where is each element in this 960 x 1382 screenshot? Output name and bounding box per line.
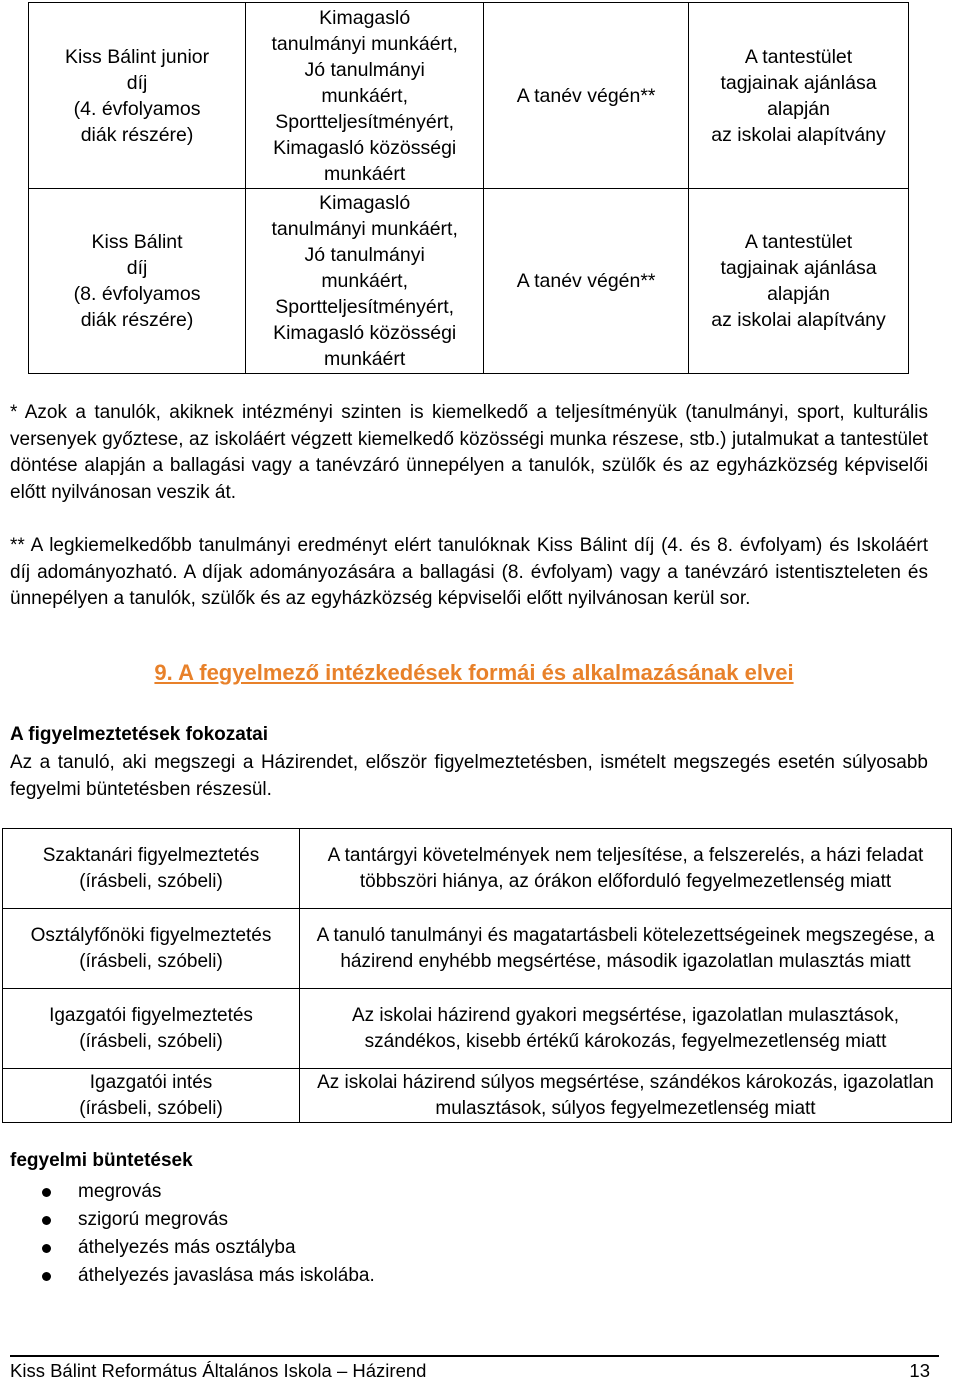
list-item <box>42 1206 375 1234</box>
warning-reason-cell: A tantárgyi követelmények nem teljesítése, a felszerelés, a házi feladat többszöri hiánya, az órákon előforduló fegyelmezetlenség miatt <box>300 829 952 909</box>
award-time-cell: A tanév végén** <box>484 3 689 189</box>
warnings-intro: Az a tanuló, aki megszegi a Házirendet, először figyelmeztetésben, ismételt megszegés esetén súlyosabb fegyelmi büntetésben részesül. <box>10 752 928 800</box>
warning-reason-cell: A tanuló tanulmányi és magatartásbeli kötelezettségeinek megszegése, a házirend enyhébb megsértése, második igazolatlan mulasztás miatt <box>300 909 952 989</box>
warning-level-cell: Igazgatói figyelmeztetés (írásbeli, szóbeli) <box>3 989 300 1069</box>
list-item <box>42 1262 375 1290</box>
award-by-cell: A tantestület tagjainak ajánlása alapján az iskolai alapítvány <box>689 189 909 374</box>
punishments-list <box>42 1178 375 1290</box>
bullet-icon <box>42 1272 51 1281</box>
awards-table <box>28 2 909 374</box>
award-criteria-cell: Kimagasló tanulmányi munkáért, Jó tanulmányi munkáért, Sportteljesítményért, Kimagasló közösségi munkáért <box>246 3 484 189</box>
footnote-single-star: * Azok a tanulók, akiknek intézményi szinten is kiemelkedő a teljesítményük (tanulmányi, sport, kulturális versenyek győztese, az iskoláért végzett kiemelkedő közösségi munka részese, stb.) jutalmukat a tantestület döntése alapján a ballagási vagy a tanévzáró ünnepélyen a tanulók, szülők és az egyházközség képviselői előtt nyilvánosan veszik át. <box>10 402 928 503</box>
list-item <box>42 1234 375 1262</box>
punishments-title: fegyelmi büntetések <box>10 1150 193 1171</box>
table-row <box>29 3 909 189</box>
warning-level-cell: Szaktanári figyelmeztetés (írásbeli, szóbeli) <box>3 829 300 909</box>
list-item <box>42 1178 375 1206</box>
warnings-title: A figyelmeztetések fokozatai <box>10 724 268 745</box>
table-row <box>3 989 952 1069</box>
footer-divider <box>10 1355 939 1357</box>
section-heading: 9. A fegyelmező intézkedések formái és alkalmazásának elvei <box>154 660 794 685</box>
table-row <box>3 829 952 909</box>
footnote-double-star: ** A legkiemelkedőbb tanulmányi eredményt elért tanulóknak Kiss Bálint díj (4. és 8. évfolyam) és Iskoláért díj adományozható. A díjak adományozására a ballagási (8. évfolyam) vagy a tanévzáró istentiszteleten és ünnepélyen a tanulók, szülők és az egyházközség képviselői előtt nyilvánosan kerül sor. <box>10 535 928 609</box>
list-item-label: áthelyezés javaslása más iskolába. <box>78 1265 375 1286</box>
award-name-cell: Kiss Bálint díj (8. évfolyamos diák részére) <box>29 189 246 374</box>
warning-reason-cell: Az iskolai házirend súlyos megsértése, szándékos károkozás, igazolatlan mulasztások, súlyos fegyelmezetlenség miatt <box>300 1069 952 1123</box>
award-name-cell: Kiss Bálint junior díj (4. évfolyamos diák részére) <box>29 3 246 189</box>
award-by-cell: A tantestület tagjainak ajánlása alapján az iskolai alapítvány <box>689 3 909 189</box>
page-number: 13 <box>909 1360 930 1381</box>
award-time-cell: A tanév végén** <box>484 189 689 374</box>
award-criteria-cell: Kimagasló tanulmányi munkáért, Jó tanulmányi munkáért, Sportteljesítményért, Kimagasló közösségi munkáért <box>246 189 484 374</box>
table-row <box>29 189 909 374</box>
warnings-table <box>2 828 952 1123</box>
bullet-icon <box>42 1188 51 1197</box>
warning-reason-cell: Az iskolai házirend gyakori megsértése, igazolatlan mulasztások, szándékos, kisebb értékű károkozás, fegyelmezetlenség miatt <box>300 989 952 1069</box>
table-row <box>3 1069 952 1123</box>
warning-level-cell: Osztályfőnöki figyelmeztetés (írásbeli, szóbeli) <box>3 909 300 989</box>
list-item-label: megrovás <box>78 1181 162 1202</box>
list-item-label: szigorú megrovás <box>78 1209 228 1230</box>
list-item-label: áthelyezés más osztályba <box>78 1237 296 1258</box>
bullet-icon <box>42 1216 51 1225</box>
footer-title: Kiss Bálint Református Általános Iskola – Házirend <box>10 1360 427 1381</box>
warning-level-cell: Igazgatói intés (írásbeli, szóbeli) <box>3 1069 300 1123</box>
table-row <box>3 909 952 989</box>
bullet-icon <box>42 1244 51 1253</box>
